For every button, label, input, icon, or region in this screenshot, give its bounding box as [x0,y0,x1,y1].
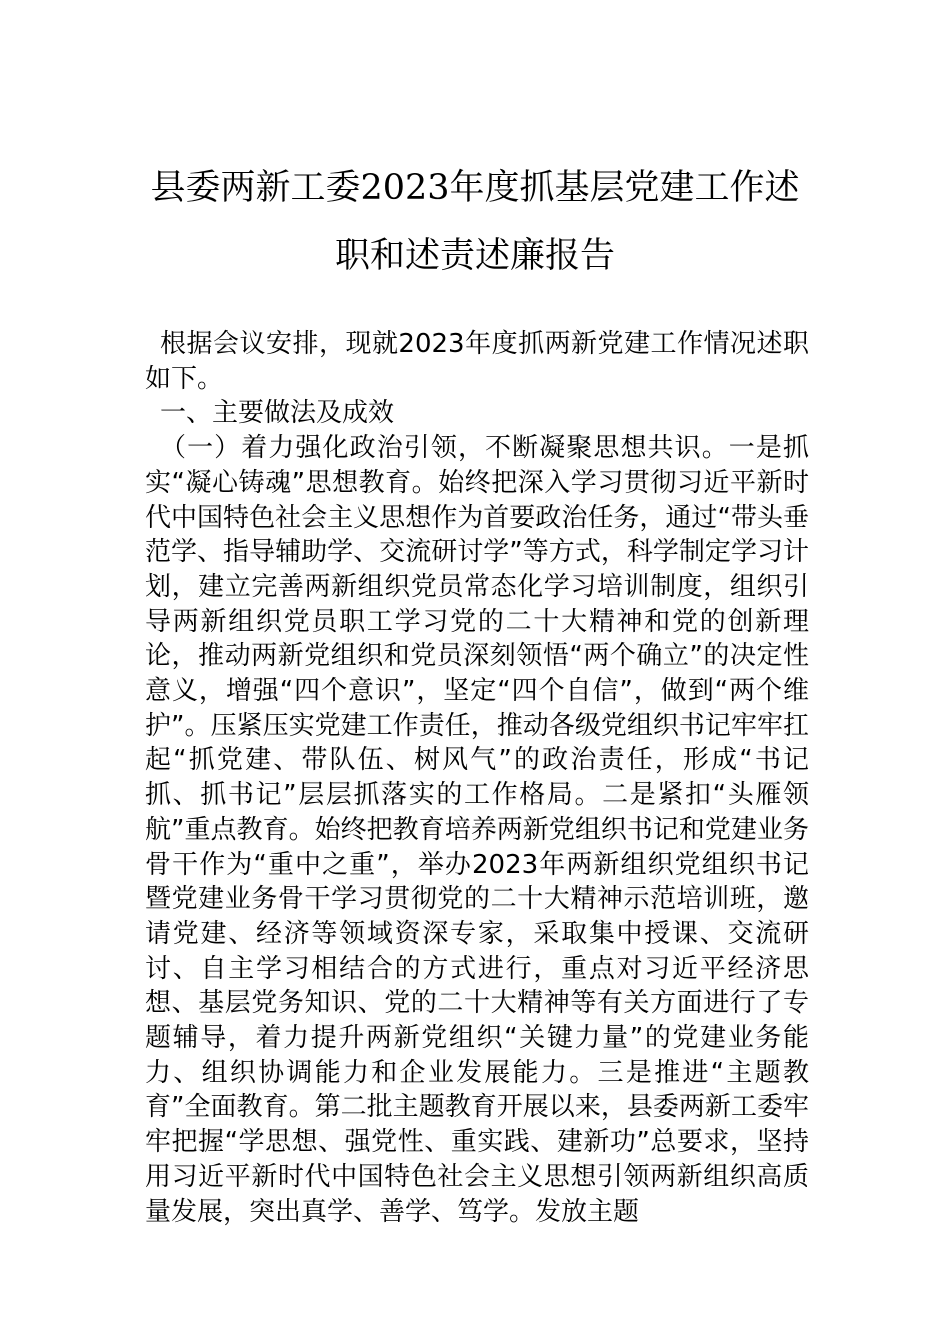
intro-paragraph: 根据会议安排，现就2023年度抓两新党建工作情况述职如下。 [145,329,809,394]
body-paragraph: （一）着力强化政治引领，不断凝聚思想共识。一是抓实“凝心铸魂”思想教育。始终把深入学习贯彻习近平新时代中国特色社会主义思想作为首要政治任务，通过“带头垂范学、指导辅助学、交流研讨学”等方式，科学制定学习计划，建立完善两新组织党员常态化学习培训制度，组织引导两新组织党员职工学习党的二十大精神和党的创新理论，推动两新党组织和党员深刻领悟“两个确立”的决定性意义，增强“四个意识”，坚定“四个自信”，做到“两个维护”。压紧压实党建工作责任，推动各级党组织书记牢牢扛起“抓党建、带队伍、树风气”的政治责任，形成“书记抓、抓书记”层层抓落实的工作格局。二是紧扣“头雁领航”重点教育。始终把教育培养两新党组织书记和党建业务骨干作为“重中之重”，举办2023年两新组织党组织书记暨党建业务骨干学习贯彻党的二十大精神示范培训班，邀请党建、经济等领域资深专家，采取集中授课、交流研讨、自主学习相结合的方式进行，重点对习近平经济思想、基层党务知识、党的二十大精神等有关方面进行了专题辅导，着力提升两新党组织“关键力量”的党建业务能力、组织协调能力和企业发展能力。三是推进“主题教育”全面教育。第二批主题教育开展以来，县委两新工委牢牢把握“学思想、强党性、重实践、建新功”总要求，坚持用习近平新时代中国特色社会主义思想引领两新组织高质量发展，突出真学、善学、笃学。发放主题 [145,433,809,1227]
document-title-line-2: 职和述责述廉报告 [334,236,615,276]
document-body [145,327,809,1229]
document-title-line-1: 县委两新工委2023年度抓基层党建工作述 [150,168,800,208]
section-heading: 一、主要做法及成效 [160,398,395,429]
